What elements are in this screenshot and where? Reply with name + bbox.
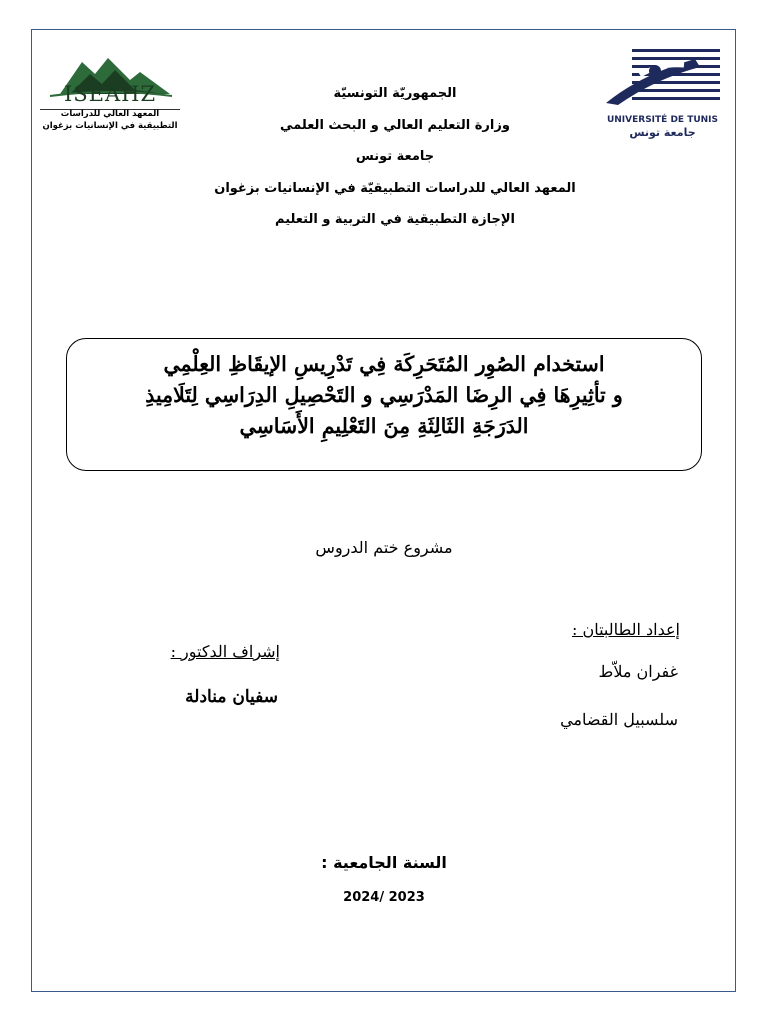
project-label: مشروع ختم الدروس bbox=[315, 538, 453, 557]
academic-year-label: السنة الجامعية : bbox=[321, 853, 447, 872]
university-logo bbox=[600, 45, 725, 140]
republic-line: الجمهوريّة التونسيّة bbox=[333, 86, 457, 101]
academic-year-value: 2024/ 2023 bbox=[343, 890, 425, 905]
university-name-arabic: جامعة تونس bbox=[629, 126, 696, 139]
iseahz-arabic-line2: التطبيقية في الإنسانيات بزغوان bbox=[42, 121, 178, 131]
supervisor-label: إشراف الدكتور : bbox=[170, 642, 280, 661]
ministry-line: وزارة التعليم العالي و البحث العلمي bbox=[280, 117, 510, 133]
thesis-title-box bbox=[66, 338, 702, 471]
title-line-2: و تأثِيرِهَا فِي الرِضَا المَدْرَسِي و التَحْصِيلِ الدِرَاسِي لِتَلَامِيذِ bbox=[145, 383, 623, 407]
university-name-french: UNIVERSITÉ DE TUNIS bbox=[606, 115, 719, 125]
university-line: جامعة تونس bbox=[355, 149, 435, 164]
degree-line: الإجازة التطبيقية في التربية و التعليم bbox=[275, 212, 515, 227]
title-line-3: الدَرَجَةِ الثَالِثَةِ مِنَ التَعْلِيمِ الأَسَاسِي bbox=[239, 414, 529, 438]
student-name-2: سلسبيل القضامي bbox=[560, 710, 678, 729]
iseahz-logo bbox=[40, 52, 180, 137]
iseahz-arabic-line1: المعهد العالي للدراسات bbox=[60, 109, 160, 119]
supervisor-name: سفيان منادلة bbox=[185, 687, 278, 707]
student-name-1: غفران ملاّط bbox=[598, 662, 678, 681]
title-line-1: استخدام الصُوِر المُتَحَرِكَة فِي تَدْرِيسِ الإيقَاظِ العِلْمِي bbox=[163, 352, 605, 376]
iseahz-name: ISEAHZ bbox=[63, 82, 157, 106]
institute-line: المعهد العالي للدراسات التطبيقيّة في الإنسانيات بزغوان bbox=[214, 180, 576, 196]
university-emblem-icon bbox=[600, 45, 725, 110]
institution-header bbox=[190, 78, 600, 236]
students-label: إعداد الطالبتان : bbox=[572, 620, 680, 639]
